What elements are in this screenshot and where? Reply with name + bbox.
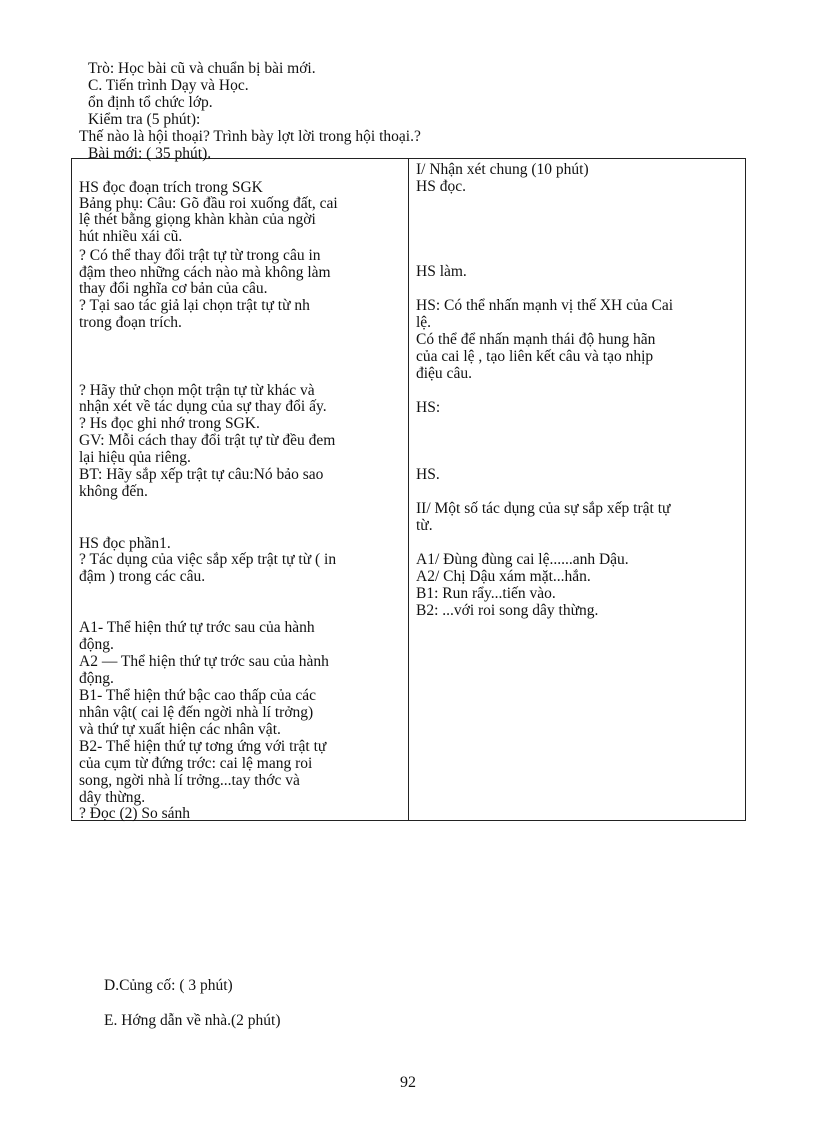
left-line: nhận xét về tác dụng của sự thay đổi ấy. (79, 398, 327, 415)
right-line: điệu câu. (416, 365, 472, 382)
left-line: HS đọc phần1. (79, 535, 171, 552)
left-line: lại hiệu qủa riêng. (79, 449, 191, 466)
right-line: HS: Có thể nhấn mạnh vị thế XH của Cai (416, 297, 673, 314)
left-line: BT: Hãy sắp xếp trật tự câu:Nó bảo sao (79, 466, 324, 483)
homework-heading: E. Hớng dẫn về nhà.(2 phút) (104, 1012, 281, 1029)
right-line: HS. (416, 466, 440, 483)
right-line: HS: (416, 399, 441, 416)
left-line: Bảng phụ: Câu: Gõ đầu roi xuống đất, cai (79, 195, 338, 212)
header-line: Bài mới: ( 35 phút). (88, 145, 212, 162)
left-line: động. (79, 636, 114, 653)
left-line: ? Tại sao tác giả lại chọn trật tự từ nh (79, 297, 310, 314)
left-line: không đến. (79, 483, 148, 500)
right-line: HS đọc. (416, 178, 466, 195)
left-line: nhân vật( cai lệ đến ngời nhà lí trởng) (79, 704, 314, 721)
header-line: ổn định tổ chức lớp. (88, 94, 213, 111)
right-line: B2: ...với roi song dây thừng. (416, 602, 599, 619)
header-line: C. Tiến trình Dạy và Học. (88, 77, 249, 94)
left-line: của cụm từ đứng trớc: cai lệ mang roi (79, 755, 313, 772)
right-line: B1: Run rẩy...tiến vào. (416, 585, 556, 602)
left-line: A2 — Thể hiện thứ tự trớc sau của hành (79, 653, 329, 670)
column-divider (408, 158, 409, 821)
left-line: đậm ) trong các câu. (79, 568, 206, 585)
left-line: hút nhiều xái cũ. (79, 228, 183, 245)
left-line: ? Tác dụng của việc sắp xếp trật tự từ ( in (79, 551, 337, 568)
right-line: A1/ Đùng đùng cai lệ......anh Dậu. (416, 551, 629, 568)
right-line: I/ Nhận xét chung (10 phút) (416, 161, 589, 178)
right-line: II/ Một số tác dụng của sự sắp xếp trật tự (416, 500, 671, 517)
consolidation-heading: D.Củng cố: ( 3 phút) (104, 977, 233, 994)
right-line: của cai lệ , tạo liên kết câu và tạo nhịp (416, 348, 654, 365)
right-line: từ. (416, 517, 433, 534)
right-line: A2/ Chị Dậu xám mặt...hắn. (416, 568, 591, 585)
left-line: B1- Thể hiện thứ bậc cao thấp của các (79, 687, 317, 704)
left-line: thay đổi nghĩa cơ bản của câu. (79, 280, 268, 297)
left-line: ? Đọc (2) So sánh (79, 805, 191, 822)
right-line: Có thể để nhấn mạnh thái độ hung hãn (416, 331, 656, 348)
left-line: dây thừng. (79, 789, 146, 806)
right-line: HS làm. (416, 263, 467, 280)
right-line: lệ. (416, 314, 432, 331)
left-line: HS đọc đoạn trích trong SGK (79, 179, 263, 196)
left-line: động. (79, 670, 114, 687)
header-line: Trò: Học bài cũ và chuẩn bị bài mới. (88, 60, 316, 77)
left-line: và thứ tự xuất hiện các nhân vật. (79, 721, 281, 738)
left-line: ? Có thể thay đổi trật tự từ trong câu in (79, 247, 321, 264)
left-line: ? Hãy thử chọn một trận tự từ khác và (79, 382, 315, 399)
left-line: A1- Thể hiện thứ tự trớc sau của hành (79, 619, 315, 636)
left-line: song, ngời nhà lí trởng...tay thớc và (79, 772, 300, 789)
left-line: ? Hs đọc ghi nhớ trong SGK. (79, 415, 260, 432)
left-line: trong đoạn trích. (79, 314, 182, 331)
left-line: B2- Thể hiện thứ tự tơng ứng với trật tự (79, 738, 327, 755)
page-number: 92 (400, 1074, 416, 1091)
header-line: Thế nào là hội thoại? Trình bày lợt lời trong hội thoại.? (79, 128, 421, 145)
left-line: đậm theo những cách nào mà không làm (79, 264, 331, 281)
left-line: lệ thét bằng giọng khàn khàn của ngời (79, 211, 316, 228)
header-line: Kiểm tra (5 phút): (88, 111, 201, 128)
left-line: GV: Mỗi cách thay đổi trật tự từ đều đem (79, 432, 336, 449)
